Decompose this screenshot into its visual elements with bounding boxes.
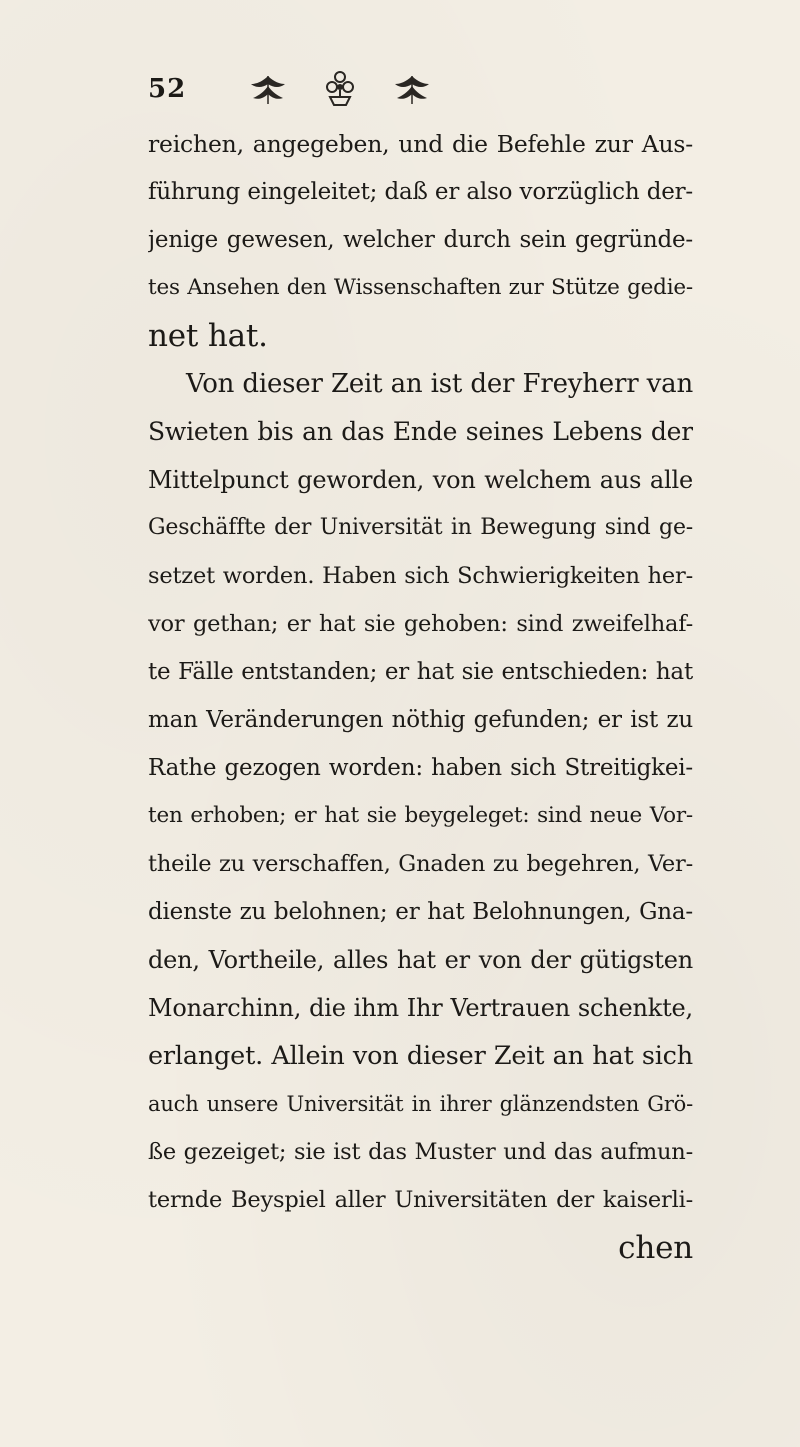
text-line: jenige gewesen, welcher durch sein gegründe- xyxy=(148,227,693,253)
text-line: ße gezeiget; sie ist das Muster und das aufmun- xyxy=(148,1139,693,1165)
text-line: Mittelpunct geworden, von welchem aus alle xyxy=(148,466,693,494)
header-ornaments xyxy=(248,69,432,109)
text-line: dienste zu belohnen; er hat Belohnungen, Gna- xyxy=(148,899,693,925)
text-line: man Veränderungen nöthig gefunden; er ist zu xyxy=(148,707,693,733)
page-header xyxy=(148,64,432,114)
text-line: Monarchinn, die ihm Ihr Vertrauen schenkte, xyxy=(148,994,693,1022)
text-line: reichen, angegeben, und die Befehle zur Aus- xyxy=(148,130,693,158)
text-line: vor gethan; er hat sie gehoben: sind zweifelhaf- xyxy=(148,611,693,637)
page-number: 52 xyxy=(148,74,187,104)
text-line: Rathe gezogen worden: haben sich Streitigkei- xyxy=(148,755,693,781)
text-line: Von dieser Zeit an ist der Freyherr van xyxy=(186,369,693,399)
text-line: den, Vortheile, alles hat er von der gütigsten xyxy=(148,946,693,974)
text-line: setzet worden. Haben sich Schwierigkeiten her- xyxy=(148,563,693,589)
text-line: net hat. xyxy=(148,318,268,354)
text-line: ternde Beyspiel aller Universitäten der kaiserli- xyxy=(148,1187,693,1213)
catchword: chen xyxy=(618,1230,693,1266)
text-line: tes Ansehen den Wissenschaften zur Stütze gedie- xyxy=(148,275,693,300)
text-line: auch unsere Universität in ihrer glänzendsten Grö- xyxy=(148,1092,693,1116)
body-text xyxy=(148,120,693,1272)
text-line: te Fälle entstanden; er hat sie entschieden: hat xyxy=(148,659,693,685)
flower-ornament-icon xyxy=(322,69,358,109)
text-line: theile zu verschaffen, Gnaden zu begehren, Ver- xyxy=(148,851,693,877)
text-line: ten erhoben; er hat sie beygeleget: sind neue Vor- xyxy=(148,803,693,828)
leaf-ornament-icon xyxy=(392,72,432,106)
text-line: erlanget. Allein von dieser Zeit an hat sich xyxy=(148,1041,693,1071)
text-line: Swieten bis an das Ende seines Lebens der xyxy=(148,417,693,446)
text-line: führung eingeleitet; daß er also vorzüglich der- xyxy=(148,179,693,205)
text-line: Geschäffte der Universität in Bewegung sind ge- xyxy=(148,515,693,540)
leaf-ornament-icon xyxy=(248,72,288,106)
